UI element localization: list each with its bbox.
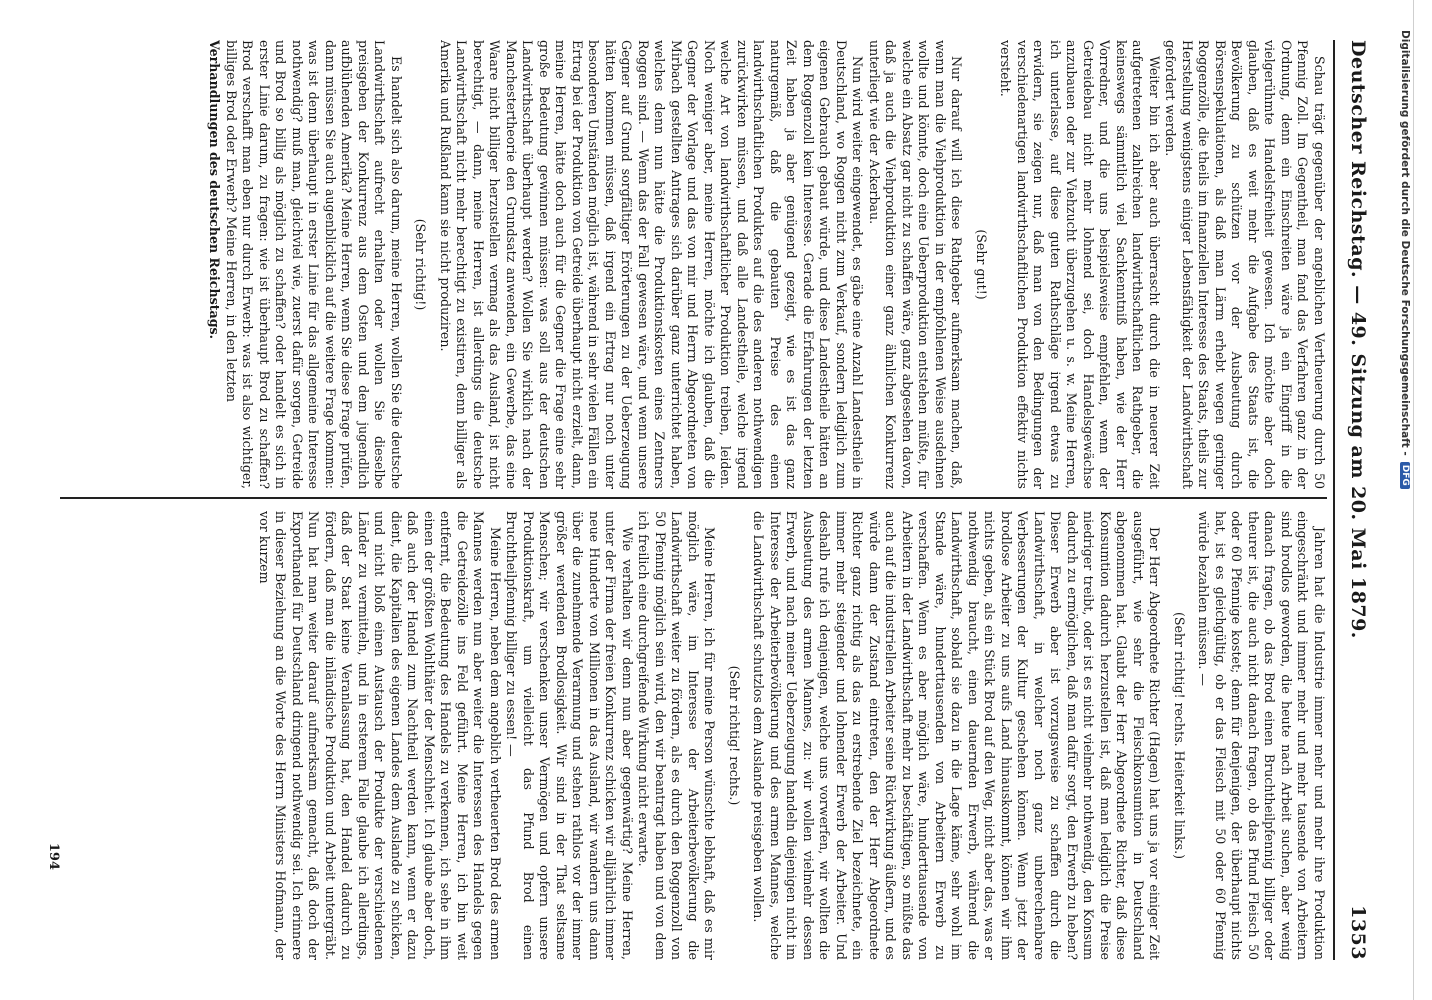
footer-title: Verhandlungen des deutschen Reichstags. <box>207 40 223 339</box>
interjection: (Sehr richtig! rechts.) <box>727 665 742 806</box>
scan-edge <box>1413 0 1414 1000</box>
footer-page-number: 194 <box>46 842 61 870</box>
paragraph: Nun wird weiter eingewendet, es gäbe eine Anzahl Landestheile in Deutschland, wo Roggen nicht zum Verkauf, sondern lediglich zum eigenen Gebrauch gebaut würde, und diese Landestheile hätten an dem Roggenzoll kein Interesse. Gerade die Erfahrungen der letzten Zeit haben ja aber genügend gezeigt, wie es ist das ganz naturgemäß, daß die gebauten Preise des einen landwirthschaftlichen Produktes auf die des anderen nothwendigen zurückwirken müssen, und daß alle Landestheile, welche irgend welche Art von landwirthschaftlicher Produktion treiben, leiden. Noch weniger aber, meine Herren, möchte ich glauben, daß die Gegner der Vorlage und das von mir und Herrn Abgeordneten von Mirbach gestellten Antrages sich darüber ganz unterrichtet haben, welches denn nun hätte die Produktionskosten eines Zentners Roggen sind. — Wenn das der Fall gewesen wäre, und wenn unsere Gegner auf Grund sorgfältiger Erörterungen zu der Ueberzeugung hätten kommen müssen, daß irgend ein Ertrag nur noch unter besonderen Umständen möglich ist, während in sehr vielen Fällen ein Ertrag bei der Produktion von Getreide überhaupt nicht erzielt, dann, meine Herren, hätte doch auch für die Gegner die Frage eine sehr große Bedeutung gewinnen müssen: was soll aus der deutschen Landwirthschaft überhaupt werden? Wollen Sie wirklich nach der Manchestertheorie den Grundsatz anwenden, ein Gewerbe, das eine Waare nicht billiger herzustellen vermag als das Ausland, ist nicht berechtigt, — dann, meine Herren, ist allerdings die deutsche Landwirthschaft nicht mehr berechtigt zu existiren, denn billiger als Amerika und Rußland kann sie nicht produziren. <box>438 40 866 489</box>
paragraph: Meine Herren, neben dem angeblich vertheuerten Brod des armen Mannes werden nun aber weiter die Interessen des Handels gegen die Getreidezölle ins Feld geführt. Meine Herren, ich bin weit entfernt, die Bedeutung des Handels zu verkennen, ich sehe in ihm einen der größten Wohlthäter der Menschheit. Ich glaube aber doch, daß auch der Handel zum Nachtheil werden kann, wenn er dazu dient, die Kapitalien des eigenen Landes dem Auslande zu schicken, und nicht bloß einen Austausch der Produkte der verschiedenen Länder zu vermitteln, und in ersterem Falle glaube ich allerdings, daß der Staat keine Veranlassung hat, den Handel dadurch zu fördern, daß man die inländische Produktion und Arbeit untergräbt. Nun hat man weiter darauf aufmerksam gemacht, daß doch der Exporthandel für Deutschland dringend nothwendig sei. Ich erinnere in dieser Beziehung an die Worte des Herrn Ministers Hofmann, der vor kurzem <box>257 511 503 960</box>
text-columns <box>60 40 1327 960</box>
paragraph: Schau trägt gegenüber der angeblichen Vertheuerung durch 50 Pfennig Zoll. Im Gegentheil, man fand das Verfahren ganz in der Ordnung, denn ein Einschreiten wäre ja ein Eingriff in die vielgerühmte Handelsfreiheit gewesen. Ich möchte aber doch glauben, daß es weit mehr die Aufgabe des Staats ist, die Bevölkerung zu schützen vor der Ausbeutung durch Börsenspekulationen, als daß man Lärm erhebt wegen geringer Roggenzölle, die theils im finanziellen Interesse des Staats, theils zur Herstellung wenigstens einiger Lebensfähigkeit der Landwirthschaft gefordert werden. <box>1163 40 1327 489</box>
digitization-text: Digitalisierung gefördert durch die Deutsche Forschungsgemeinschaft - <box>1399 30 1411 456</box>
interjection: (Sehr gut!) <box>974 229 989 300</box>
right-column <box>60 511 1327 960</box>
paragraph: Meine Herren, ich für meine Person wünschte lebhaft, daß es mir möglich wäre, im Interesse der Arbeiterbevölkerung die Landwirthschaft weiter zu fördern, als es durch den Roggenzoll von 50 Pfennig möglich sein wird, den wir beantragt haben und von dem ich freilich eine durchgreifende Wirkung nicht erwarte. <box>636 511 718 960</box>
paragraph: Nur darauf will ich diese Rathgeber aufmerksam machen, daß, wenn man die Viehproduktion in der empfohlenen Weise ausdehnen wollte und könnte, doch eine Ueberproduktion entstehen müßte, für welche ein Absatz gar nicht zu schaffen wäre, ganz abgesehen davon, daß ja auch die Viehproduktion einer ganz ähnlichen Konkurrenz unterliegt wie der Ackerbau. <box>867 40 965 489</box>
paragraph: Weiter bin ich aber auch überrascht durch die in neuerer Zeit aufgetretenen zahlreichen landwirthschaftlichen Rathgeber, die keineswegs sämmtlich viel Sachkenntniß haben, wie der Herr Vorredner, und die uns beispielsweise empfehlen, wenn der Getreidebau nicht mehr lohnend sei, doch Handelsgewächse anzubauen oder zur Viehzucht überzugehen u. s. w. Meine Herren, ich unterlasse, auf diese guten Rathschläge irgend etwas zu erwidern, sie zeigen nur, daß man von den Bedingungen der verschiedenartigen landwirthschaftlichen Produktion effektiv nichts versteht. <box>998 40 1162 489</box>
header-page-number: 1353 <box>1347 905 1369 960</box>
interjection: (Sehr richtig!) <box>413 218 429 311</box>
paragraph: Es handelt sich also darum, meine Herren, wollen Sie die deutsche Landwirthschaft aufrecht erhalten oder wollen Sie dieselbe preisgeben der Konkurrenz aus dem Osten und dem jugendlich aufblühenden Amerika? Meine Herren, wenn Sie diese Frage prüfen, dann müssen Sie auch augenblicklich auf die weitere Frage kommen: was ist denn überhaupt in erster Linie für das allgemeine Interesse nothwendig? muß man, gleichviel wie, zuerst dafür sorgen, Getreide und Brod so billig als möglich zu schaffen? oder handelt es sich in erster Linie darum, zu fragen: wie ist überhaupt Brod zu schaffen? Brod verschafft man eben nur durch Erwerb: was ist also wichtiger, billiges Brod oder Erwerb? Meine Herren, in den letzten <box>224 40 404 489</box>
digitization-note <box>1398 30 1412 990</box>
dfg-logo: DFG <box>1400 462 1410 489</box>
paragraph: Jahren hat die Industrie immer mehr und mehr ihre Produktion eingeschränkt und immer mehr und mehr tausende von Arbeitern sind brodlos geworden, die heute nach Arbeit suchen, aber wenig danach fragen, ob das Brod einen Bruchtheilpfennig billiger oder theurer ist, die auch nicht danach fragen, ob das Pfund Fleisch 50 oder 60 Pfennige kostet; denn für denjenigen, der überhaupt nichts hat, ist es gleichgültig, ob er das Fleisch mit 50 oder 60 Pfennig würde bezahlen müssen. — <box>1196 511 1327 960</box>
header-rule <box>1333 40 1335 960</box>
interjection: (Sehr richtig! rechts. Heiterkeit links.) <box>1172 611 1187 860</box>
page-header <box>1339 40 1369 960</box>
header-title: Deutscher Reichstag. — 49. Sitzung am 20. Mai 1879. <box>1347 40 1369 639</box>
left-column <box>60 40 1327 489</box>
paragraph: Der Herr Abgeordnete Richter (Hagen) hat uns ja vor einiger Zeit ausgeführt, wie sehr die Fleischkonsumtion in Deutschland abgenommen hat. Glaubt der Herr Abgeordnete Richter, daß diese Konsumtion dadurch herzustellen ist, daß man lediglich die Preise niedriger treibt, oder ist es nicht vielmehr nothwendig, den Konsum dadurch zu ermöglichen, daß man dafür sorgt, den Erwerb zu heben? Dieser Erwerb aber ist vorzugsweise zu schaffen durch die Landwirthschaft, in welcher noch ganz unberechenbare Verbesserungen der Kultur geschehen können. Wenn jetzt der brodlose Arbeiter zu uns aufs Land hinauskommt, können wir ihm nichts geben, als ein Stück Brod auf den Weg, nicht aber das, was er nothwendig braucht, einen dauernden Erwerb, während die Landwirthschaft, sobald sie dazu in die Lage käme, sehr wohl im Stande wäre, hunderttausenden von Arbeitern Erwerb zu verschaffen. Wenn es aber möglich wäre, hunderttausende von Arbeitern in der Landwirthschaft mehr zu beschäftigen, so müßte das auch auf die industriellen Arbeiter seine Rückwirkung äußern, und es würde dann der Zustand eintreten, den der Herr Abgeordnete Richter ganz richtig als das zu erstrebende Ziel bezeichnete, ein immer mehr steigender und lohnender Erwerb der Arbeiter. Und deshalb rufe ich denjenigen, welche uns vorwerfen, wir wollten die Ausbeutung des armen Mannes, zu: wir wollen vielmehr dessen Erwerb, und nach meiner Ueberzeugung handeln diejenigen nicht im Interesse der Arbeiterbevölkerung und des armen Mannes, welche die Landwirthschaft schutzlos dem Auslande preisgeben wollen. <box>751 511 1163 960</box>
paragraph: Wie verhalten wir denn nun aber gegenwärtig? Meine Herren, unter der Firma der freien Konkurrenz schicken wir alljährlich immer neue Hunderte von Millionen in das Ausland, wir wandern uns dann über die zunehmende Verarmung und stehen rathlos vor der immer größer werdenden Brodlosigkeit. Wir sind in der That seltsame Menschen; wir verschenken unser Vermögen und opfern unsere Produktionskraft, um vielleicht das Pfund Brod einen Bruchtheilpfennig billiger zu essen! — <box>504 511 635 960</box>
